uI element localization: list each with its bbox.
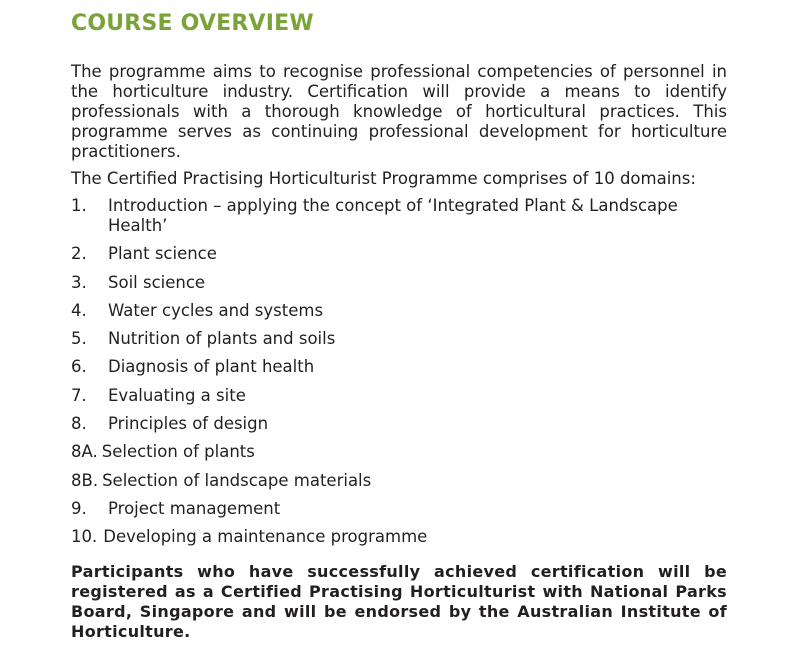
intro-paragraph: The programme aims to recognise professional competencies of personnel in the horticulture industry. Certification will provide a means to identify professionals with a thorough knowledge of horticultural practices. This programme serves as continuing professional development for horticulture practitioners. [71, 62, 727, 161]
domain-number: 10. [71, 527, 98, 547]
domain-item [71, 244, 727, 264]
domain-item [71, 527, 727, 547]
domains-lead-sentence: The Certified Practising Horticulturist Programme comprises of 10 domains: [71, 169, 696, 188]
domain-label: Developing a maintenance programme [103, 527, 428, 547]
domain-label: Selection of landscape materials [102, 470, 372, 490]
section-title: COURSE OVERVIEW [71, 11, 314, 36]
domain-number: 8A. [71, 442, 98, 462]
domain-label: Water cycles and systems [108, 300, 324, 320]
domain-number: 9. [71, 498, 87, 518]
domain-item [71, 273, 727, 293]
domain-number: 2. [71, 244, 87, 264]
domain-item [71, 301, 727, 321]
domain-item [71, 196, 727, 236]
domain-label: Evaluating a site [108, 385, 246, 405]
domain-number: 7. [71, 385, 87, 405]
domain-item [71, 442, 727, 462]
domain-label: Introduction – applying the concept of ‘Integrated Plant & Landscape Health’ [108, 196, 678, 235]
domain-list [71, 196, 727, 547]
domain-item [71, 357, 727, 377]
domain-item [71, 499, 727, 519]
course-overview-section [71, 10, 727, 642]
domain-label: Plant science [108, 244, 217, 264]
domain-number: 6. [71, 357, 87, 377]
domain-number: 8B. [71, 470, 99, 490]
domain-label: Soil science [108, 272, 206, 292]
domain-label: Nutrition of plants and soils [108, 329, 336, 349]
certification-note: Participants who have successfully achieved certification will be registered as a Certified Practising Horticulturist with National Parks Board, Singapore and will be endorsed by the Australian Institute of Horticulture. [71, 562, 727, 642]
domain-label: Project management [108, 498, 281, 518]
domain-number: 5. [71, 329, 87, 349]
domain-number: 4. [71, 300, 87, 320]
domain-label: Selection of plants [101, 442, 255, 462]
domain-label: Principles of design [108, 414, 269, 434]
domain-item [71, 471, 727, 491]
domain-item [71, 386, 727, 406]
domain-number: 8. [71, 414, 87, 434]
domain-item [71, 329, 727, 349]
domain-item [71, 414, 727, 434]
domain-label: Diagnosis of plant health [108, 357, 315, 377]
domain-number: 3. [71, 272, 87, 292]
domain-number: 1. [71, 196, 87, 215]
